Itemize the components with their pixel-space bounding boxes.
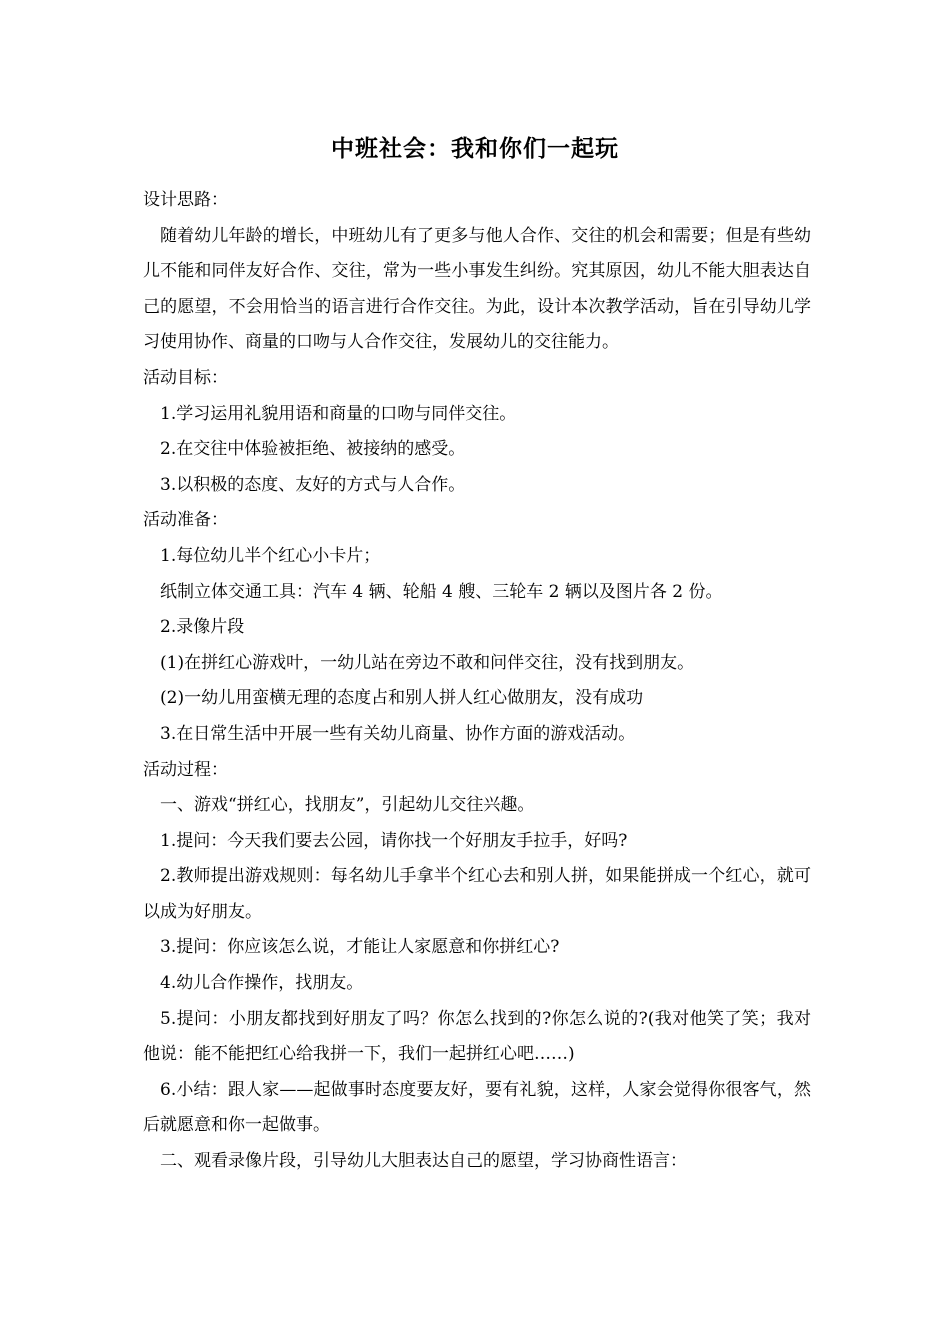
document-body [143,183,811,1180]
goal-item: 2.在交往中体验被拒绝、被接纳的感受。 [160,439,466,460]
process-substep: 2.教师提出游戏规则：每名幼儿手拿半个红心去和别人拼，如果能拼成一个红心，就可以成为好朋友。 [143,866,811,922]
goals-heading: 活动目标： [143,367,228,388]
design-heading: 设计思路： [143,190,228,210]
process-substep: 1.提问：今天我们要去公园，请你找一个好朋友手拉手，好吗? [160,830,628,851]
document-title: 中班社会：我和你们一起玩 [331,136,619,162]
prep-item: 1.每位幼儿半个红心小卡片； [160,545,381,566]
process-substep: 6.小结：跟人家——起做事时态度要友好，要有礼貌，这样，人家会觉得你很客气，然后就愿意和你一起做事。 [143,1079,811,1136]
process-heading: 活动过程： [143,759,228,780]
prep-item-detail: 纸制立体交通工具：汽车 4 辆、轮船 4 艘、三轮车 2 辆以及图片各 2 份。 [160,581,723,602]
prep-item: 2.录像片段 [160,617,245,638]
goal-item: 3.以积极的态度、友好的方式与人合作。 [160,474,466,495]
prep-heading: 活动准备： [143,510,228,531]
design-paragraph: 随着幼儿年龄的增长，中班幼儿有了更多与他人合作、交往的机会和需要；但是有些幼儿不能和同伴友好合作、交往，常为一些小事发生纠纷。究其原因，幼儿不能大胆表达自己的愿望，不会用恰当的语言进行合作交往。为此，设计本次教学活动，旨在引导幼儿学习使用协作、商量的口吻与人合作交往，发展幼儿的交往能力。 [143,225,811,353]
prep-subitem: (1)在拼红心游戏叶，一幼儿站在旁边不敢和问伴交往，没有找到朋友。 [160,652,695,673]
process-step: 二、观看录像片段，引导幼儿大胆表达自己的愿望，学习协商性语言： [160,1151,687,1172]
process-substep: 5.提问：小朋友都找到好朋友了吗？你怎么找到的?你怎么说的?(我对他笑了笑；我对他说：能不能把红心给我拼一下，我们一起拼红心吧……) [143,1008,811,1065]
prep-item: 3.在日常生活中开展一些有关幼儿商量、协作方面的游戏活动。 [160,723,636,744]
process-step: 一、游戏“拼红心，找朋友”，引起幼儿交往兴趣。 [160,795,535,816]
prep-subitem: (2)一幼儿用蛮横无理的态度占和别人拼人红心做朋友，没有成功 [160,688,644,709]
process-substep: 4.幼儿合作操作，找朋友。 [160,973,364,994]
process-substep: 3.提问：你应该怎么说，才能让人家愿意和你拼红心? [160,937,560,958]
goal-item: 1.学习运用礼貌用语和商量的口吻与同伴交往。 [160,403,517,424]
